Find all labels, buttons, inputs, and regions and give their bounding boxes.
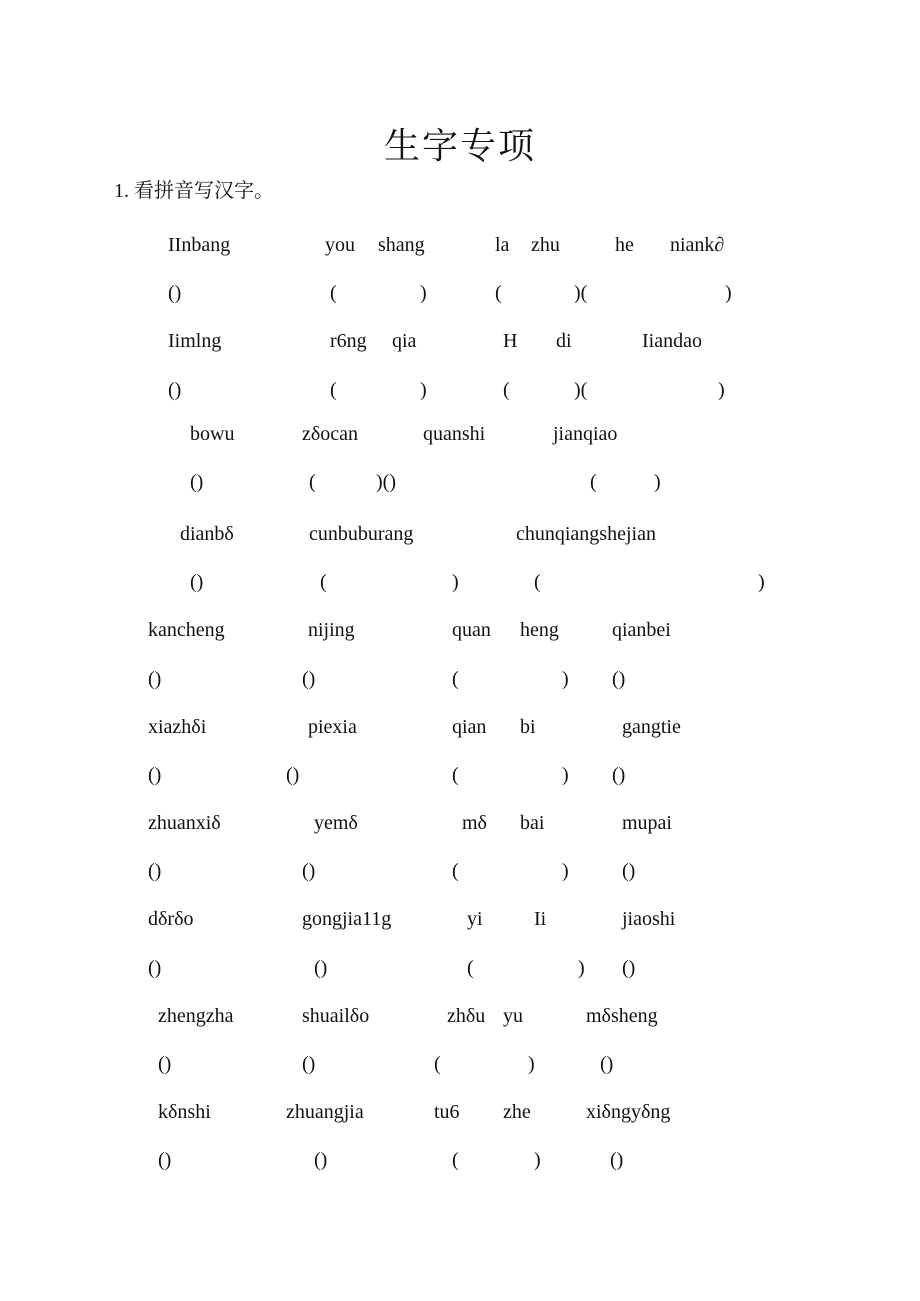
pinyin-word: mupai	[622, 812, 672, 834]
pinyin-word: shuailδo	[302, 1005, 370, 1027]
pinyin-word: quanshi	[423, 423, 486, 445]
pinyin-word: zhengzha	[158, 1005, 234, 1027]
answer-blank[interactable]: )	[562, 764, 569, 786]
answer-blank[interactable]: ()	[190, 571, 204, 593]
pinyin-word: r6ng	[330, 330, 367, 352]
answer-blank[interactable]: ()	[314, 1149, 328, 1171]
pinyin-word: yi	[467, 908, 483, 930]
pinyin-word: tu6	[434, 1101, 460, 1123]
answer-blank[interactable]: (	[320, 571, 327, 593]
answer-blank[interactable]: )	[562, 860, 569, 882]
pinyin-word: kδnshi	[158, 1101, 211, 1123]
pinyin-word: bai	[520, 812, 545, 834]
answer-blank[interactable]: ()	[148, 668, 162, 690]
pinyin-word: quan	[452, 619, 491, 641]
answer-blank[interactable]: (	[503, 379, 510, 401]
pinyin-word: dianbδ	[180, 523, 234, 545]
pinyin-word: cunbuburang	[309, 523, 414, 545]
pinyin-word: kancheng	[148, 619, 225, 641]
pinyin-word: zhe	[503, 1101, 531, 1123]
answer-blank[interactable]: ()	[610, 1149, 624, 1171]
pinyin-word: he	[615, 234, 634, 256]
pinyin-word: yemδ	[314, 812, 358, 834]
pinyin-word: Iiandao	[642, 330, 702, 352]
answer-blank[interactable]: )	[452, 571, 459, 593]
answer-blank[interactable]: (	[452, 764, 459, 786]
answer-blank[interactable]: ()	[286, 764, 300, 786]
pinyin-word: niank∂	[670, 234, 725, 256]
answer-blank[interactable]: ()	[302, 668, 316, 690]
pinyin-word: zhuangjia	[286, 1101, 364, 1123]
pinyin-word: heng	[520, 619, 559, 641]
pinyin-word: la	[495, 234, 510, 256]
pinyin-word: bowu	[190, 423, 235, 445]
answer-blank[interactable]: )	[718, 379, 725, 401]
answer-blank[interactable]: (	[309, 471, 316, 493]
answer-blank[interactable]: (	[452, 1149, 459, 1171]
pinyin-word: H	[503, 330, 518, 352]
answer-blank[interactable]: ()	[190, 471, 204, 493]
answer-blank[interactable]: )	[420, 282, 427, 304]
pinyin-word: mδsheng	[586, 1005, 658, 1027]
answer-blank[interactable]: ()	[622, 957, 636, 979]
answer-blank[interactable]: ()	[622, 860, 636, 882]
answer-blank[interactable]: )	[654, 471, 661, 493]
pinyin-word: zδocan	[302, 423, 359, 445]
answer-blank[interactable]: (	[534, 571, 541, 593]
answer-blank[interactable]: (	[330, 379, 337, 401]
pinyin-word: you	[325, 234, 355, 256]
pinyin-word: zhδu	[447, 1005, 486, 1027]
pinyin-word: mδ	[462, 812, 487, 834]
pinyin-word: jianqiao	[553, 423, 618, 445]
answer-blank[interactable]: ()	[148, 764, 162, 786]
answer-blank[interactable]: ()	[168, 379, 182, 401]
instruction-text: 1. 看拼音写汉字。	[114, 180, 274, 202]
answer-blank[interactable]: ()	[158, 1053, 172, 1075]
pinyin-word: yu	[503, 1005, 523, 1027]
answer-blank[interactable]: ()	[158, 1149, 172, 1171]
answer-blank[interactable]: )	[562, 668, 569, 690]
answer-blank[interactable]: (	[495, 282, 502, 304]
answer-blank[interactable]: (	[467, 957, 474, 979]
answer-blank[interactable]: )	[534, 1149, 541, 1171]
pinyin-word: nijing	[308, 619, 355, 641]
answer-blank[interactable]: ()	[302, 1053, 316, 1075]
answer-blank[interactable]: ()	[148, 860, 162, 882]
pinyin-word: shang	[378, 234, 425, 256]
pinyin-word: qia	[392, 330, 417, 352]
answer-blank[interactable]: (	[330, 282, 337, 304]
pinyin-word: di	[556, 330, 572, 352]
answer-blank[interactable]: )	[758, 571, 765, 593]
answer-blank[interactable]: )	[578, 957, 585, 979]
pinyin-word: xiδngyδng	[586, 1101, 671, 1123]
pinyin-word: qianbei	[612, 619, 671, 641]
pinyin-word: gangtie	[622, 716, 681, 738]
answer-blank[interactable]: (	[452, 668, 459, 690]
answer-blank[interactable]: )()	[376, 471, 396, 493]
answer-blank[interactable]: ()	[314, 957, 328, 979]
pinyin-word: IInbang	[168, 234, 231, 256]
answer-blank[interactable]: ()	[612, 764, 626, 786]
answer-blank[interactable]: )	[420, 379, 427, 401]
answer-blank[interactable]: ()	[302, 860, 316, 882]
pinyin-word: dδrδo	[148, 908, 194, 930]
answer-blank[interactable]: (	[434, 1053, 441, 1075]
answer-blank[interactable]: ()	[612, 668, 626, 690]
answer-blank[interactable]: ()	[168, 282, 182, 304]
answer-blank[interactable]: )(	[574, 379, 588, 401]
pinyin-word: zhuanxiδ	[148, 812, 221, 834]
pinyin-word: Ii	[534, 908, 547, 930]
answer-blank[interactable]: ()	[600, 1053, 614, 1075]
pinyin-word: bi	[520, 716, 536, 738]
answer-blank[interactable]: )	[725, 282, 732, 304]
pinyin-word: gongjia11g	[302, 908, 392, 930]
pinyin-word: Iimlng	[168, 330, 222, 352]
page-title: 生字专项	[383, 126, 536, 166]
answer-blank[interactable]: ()	[148, 957, 162, 979]
answer-blank[interactable]: (	[452, 860, 459, 882]
pinyin-word: jiaoshi	[622, 908, 676, 930]
answer-blank[interactable]: (	[590, 471, 597, 493]
pinyin-word: zhu	[531, 234, 560, 256]
pinyin-word: piexia	[308, 716, 357, 738]
answer-blank[interactable]: )	[528, 1053, 535, 1075]
answer-blank[interactable]: )(	[574, 282, 588, 304]
pinyin-word: qian	[452, 716, 487, 738]
pinyin-word: chunqiangshejian	[516, 523, 656, 545]
pinyin-word: xiazhδi	[148, 716, 207, 738]
